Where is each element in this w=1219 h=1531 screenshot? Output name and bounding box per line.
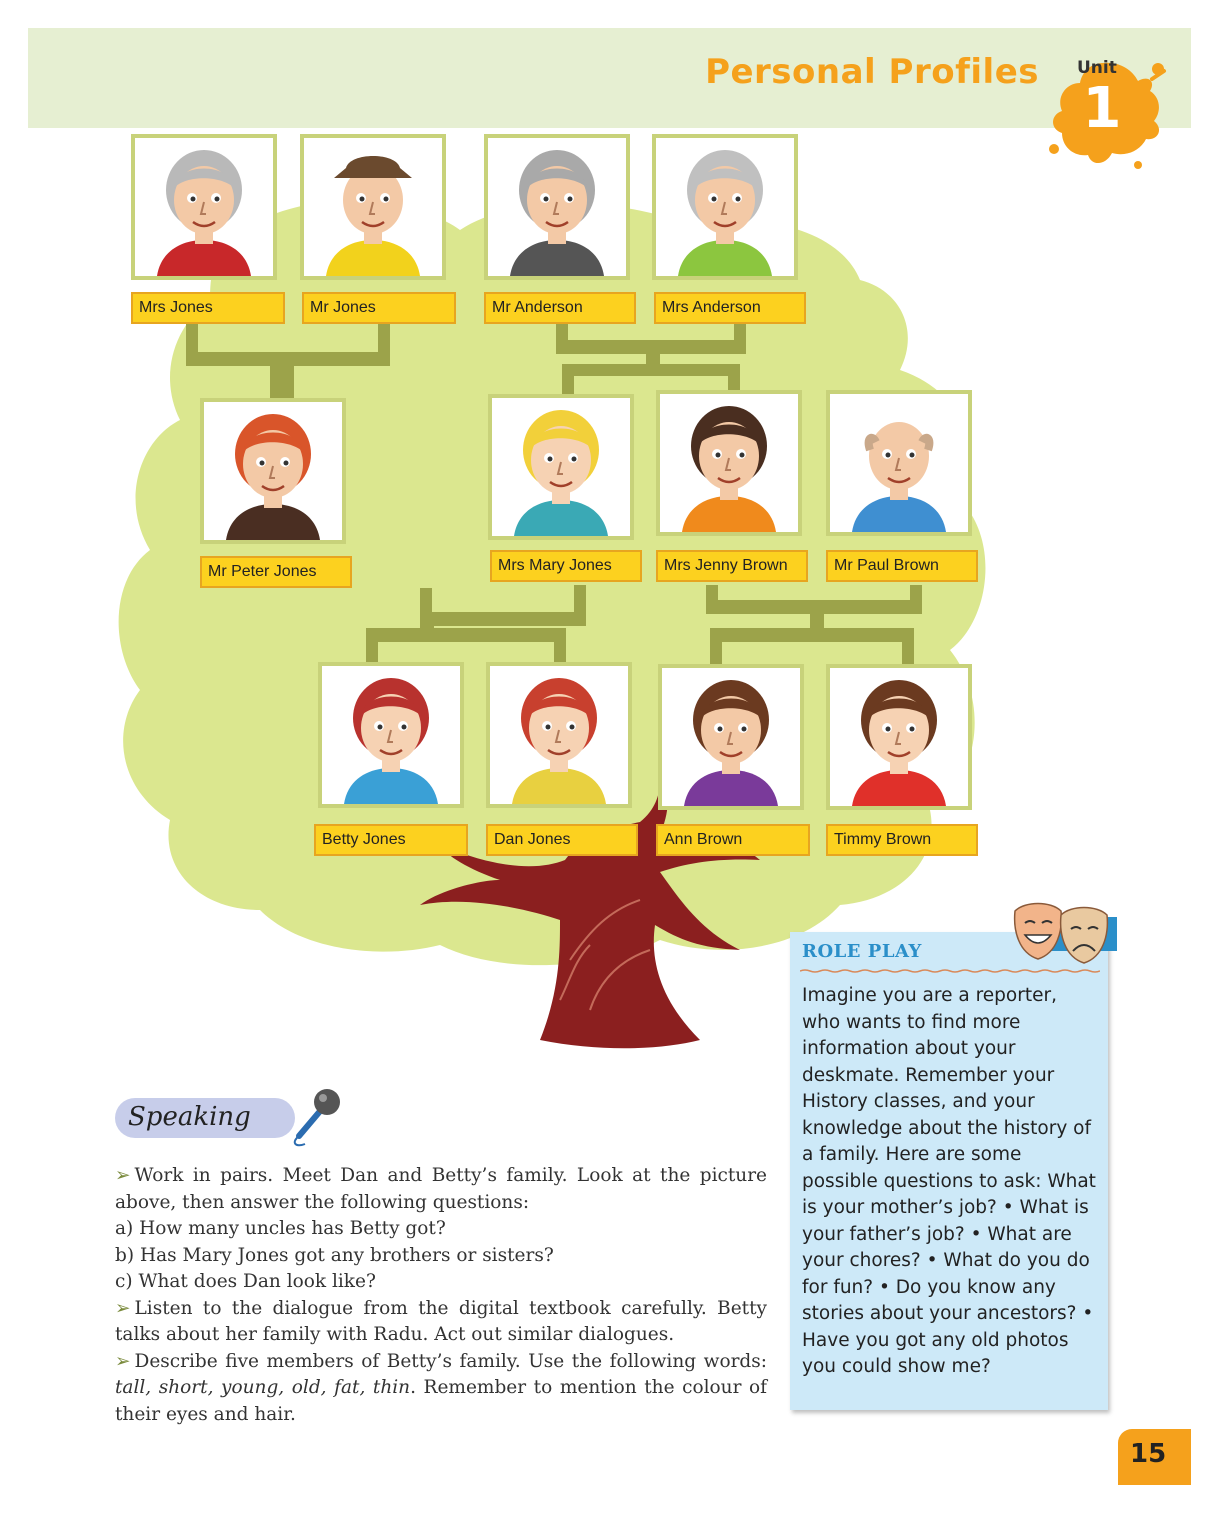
portrait-frame (658, 664, 804, 810)
name-label: Mr Peter Jones (200, 556, 352, 588)
name-label: Betty Jones (314, 824, 468, 856)
portrait-frame (131, 134, 277, 280)
name-label: Mr Jones (302, 292, 456, 324)
microphone-icon (285, 1084, 349, 1148)
brown-haired-girl-portrait-icon (662, 668, 800, 806)
task-1: ➢ Work in pairs. Meet Dan and Betty’s family. Look at the picture above, then answer the following questions: (115, 1165, 767, 1213)
grandfather-hat-portrait-icon (304, 138, 442, 276)
red-haired-girl-portrait-icon (322, 666, 460, 804)
name-label: Mr Paul Brown (826, 550, 978, 582)
page-title: Personal Profiles (705, 52, 1039, 92)
portrait-frame (656, 390, 802, 536)
bearded-grandfather-portrait-icon (488, 138, 626, 276)
red-haired-man-portrait-icon (204, 402, 342, 540)
arrow-icon: ➢ (115, 1350, 131, 1372)
portrait-frame (484, 134, 630, 280)
portrait-frame (486, 662, 632, 808)
red-haired-boy-portrait-icon (490, 666, 628, 804)
blonde-woman-portrait-icon (492, 398, 630, 536)
name-label: Mr Anderson (484, 292, 636, 324)
unit-number: 1 (1082, 76, 1122, 141)
speaking-label: Speaking (128, 1102, 251, 1132)
task-question-b: b) Has Mary Jones got any brothers or sisters? (115, 1244, 554, 1266)
speaking-tasks (115, 1163, 767, 1428)
task-question-c: c) What does Dan look like? (115, 1271, 376, 1292)
task-3: ➢ Describe five members of Betty’s family. Use the following words: tall, short, young, old, fat, thin. Remember to mention the colour of their eyes and hair. (115, 1350, 767, 1425)
page-number-badge (1118, 1429, 1191, 1485)
arrow-icon: ➢ (115, 1297, 131, 1319)
arrow-icon: ➢ (115, 1165, 131, 1186)
unit-label: Unit (1077, 58, 1117, 78)
bald-mustache-man-portrait-icon (830, 394, 968, 532)
name-label: Mrs Jones (131, 292, 285, 324)
portrait-frame (826, 390, 972, 536)
portrait-frame (200, 398, 346, 544)
grandmother-glasses-portrait-icon (656, 138, 794, 276)
portrait-frame (318, 662, 464, 808)
name-label: Mrs Jenny Brown (656, 550, 808, 582)
theatre-masks-icon (1005, 897, 1117, 977)
portrait-frame (488, 394, 634, 540)
freckled-boy-portrait-icon (830, 668, 968, 806)
portrait-frame (652, 134, 798, 280)
portrait-frame (826, 664, 972, 810)
portrait-frame (300, 134, 446, 280)
name-label: Ann Brown (656, 824, 810, 856)
role-play-title: ROLE PLAY (802, 941, 922, 962)
task-question-a: a) How many uncles has Betty got? (115, 1218, 446, 1239)
name-label: Mrs Anderson (654, 292, 806, 324)
role-play-text: Imagine you are a reporter, who wants to find more information about your deskmate. Remember your History classes, and your knowledge about the history of a family. Here are some possible questions to ask: What is your mother’s job? • What is your father’s job? • What are your chores? • What do you do for fun? • Do you know any stories about your ancestors? • Have you got any old photos you could show me? (802, 985, 1096, 1377)
name-label: Mrs Mary Jones (490, 550, 642, 582)
grandmother-portrait-icon (135, 138, 273, 276)
name-label: Timmy Brown (826, 824, 978, 856)
task-2: ➢ Listen to the dialogue from the digital textbook carefully. Betty talks about her family with Radu. Act out similar dialogues. (115, 1297, 767, 1345)
page-number: 15 (1130, 1439, 1167, 1469)
name-label: Dan Jones (486, 824, 638, 856)
task-3-words: tall, short, young, old, fat, thin (115, 1377, 411, 1398)
brunette-woman-portrait-icon (660, 394, 798, 532)
